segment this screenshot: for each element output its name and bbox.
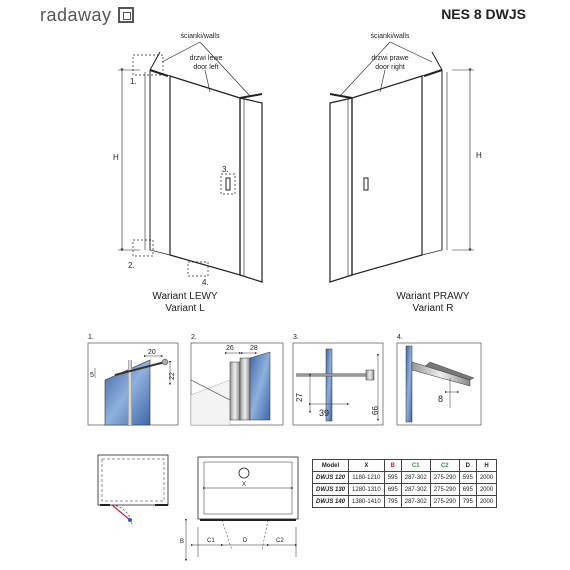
right-variant-pl: Wariant PRAWY: [396, 291, 470, 302]
plan-x-label: X: [241, 482, 247, 488]
plan-small: [98, 455, 168, 525]
table-row: [313, 484, 497, 496]
plan-b-label: B: [180, 539, 185, 545]
spec-header-c1: C1: [401, 460, 430, 472]
detail-2-dim-b: 28: [250, 345, 258, 352]
spec-header-model: Model: [313, 460, 349, 472]
spec-header-h: H: [476, 460, 496, 472]
table-cell: 287-302: [401, 484, 430, 496]
model-title: NES 8 DWJS: [441, 6, 526, 22]
detail-1-panel: [88, 343, 178, 425]
spec-header-x: X: [349, 460, 385, 472]
left-callout-2: 2.: [128, 261, 135, 270]
table-cell: 2000: [476, 484, 496, 496]
right-door-label-pl: drzwi prawe: [371, 55, 409, 62]
plan-c2-label: C2: [276, 538, 284, 544]
right-variant-en: Variant R: [412, 303, 454, 314]
detail-3-dim-b: 39: [319, 408, 330, 418]
right-door-label-en: door right: [375, 64, 405, 71]
plan-large: [186, 457, 298, 560]
detail-1-dim-b: 5: [90, 372, 94, 379]
table-cell: 695: [384, 484, 401, 496]
right-height-label: H: [476, 151, 482, 160]
detail-2-label: 2.: [191, 334, 197, 341]
table-cell: 1280-1310: [349, 484, 385, 496]
left-callout-3: 3.: [222, 165, 229, 174]
left-callout-1: 1.: [130, 77, 137, 86]
table-cell: 595: [459, 472, 476, 484]
left-door-label-en: door left: [193, 64, 219, 71]
table-cell: 1180-1210: [349, 472, 385, 484]
spec-table: [312, 459, 497, 508]
table-cell: 1380-1410: [349, 496, 385, 508]
right-variant-drawing: [330, 42, 474, 282]
right-variant-caption: [378, 291, 488, 315]
left-variant-en: Variant L: [165, 303, 205, 314]
table-cell: DWJS 130: [313, 484, 349, 496]
detail-1-label: 1.: [88, 334, 94, 341]
spec-header-d: D: [459, 460, 476, 472]
detail-4-dim-a: 8: [438, 394, 444, 404]
left-variant-pl: Wariant LEWY: [152, 291, 218, 302]
table-cell: 595: [384, 472, 401, 484]
table-cell: 287-302: [401, 472, 430, 484]
table-cell: 275-290: [430, 472, 459, 484]
detail-3-dim-a: 27: [295, 393, 304, 402]
spec-header-c2: C2: [430, 460, 459, 472]
table-row: [313, 472, 497, 484]
brand-name: radaway: [40, 4, 112, 25]
plan-c1-label: C1: [207, 538, 215, 544]
detail-3-dim-c: 66: [371, 406, 380, 415]
left-variant-drawing: [118, 42, 262, 282]
table-cell: 275-290: [430, 496, 459, 508]
detail-4-label: 4.: [397, 334, 403, 341]
table-cell: DWJS 120: [313, 472, 349, 484]
detail-3-label: 3.: [293, 334, 299, 341]
table-cell: 2000: [476, 496, 496, 508]
plan-d-label: D: [242, 538, 248, 544]
left-walls-label: ścianki/walls: [180, 33, 220, 40]
detail-1-dim-a: 20: [148, 349, 156, 356]
left-variant-caption: [130, 291, 240, 315]
table-cell: DWJS 140: [313, 496, 349, 508]
table-cell: 275-290: [430, 484, 459, 496]
table-cell: 795: [384, 496, 401, 508]
detail-2-dim-a: 26: [226, 345, 234, 352]
left-height-label: H: [113, 153, 119, 162]
right-walls-label: ścianki/walls: [370, 33, 410, 40]
table-cell: 795: [459, 496, 476, 508]
left-callout-4: 4.: [202, 278, 209, 287]
detail-4-panel: [397, 343, 481, 425]
table-cell: 287-302: [401, 496, 430, 508]
spec-table-header-row: [313, 460, 497, 472]
detail-1-dim-c: 22: [169, 372, 176, 380]
detail-2-panel: [191, 343, 283, 425]
table-cell: 695: [459, 484, 476, 496]
table-cell: 2000: [476, 472, 496, 484]
left-door-label-pl: drzwi lewe: [189, 55, 223, 62]
spec-header-b: B: [384, 460, 401, 472]
detail-3-panel: [293, 343, 383, 425]
table-row: [313, 496, 497, 508]
